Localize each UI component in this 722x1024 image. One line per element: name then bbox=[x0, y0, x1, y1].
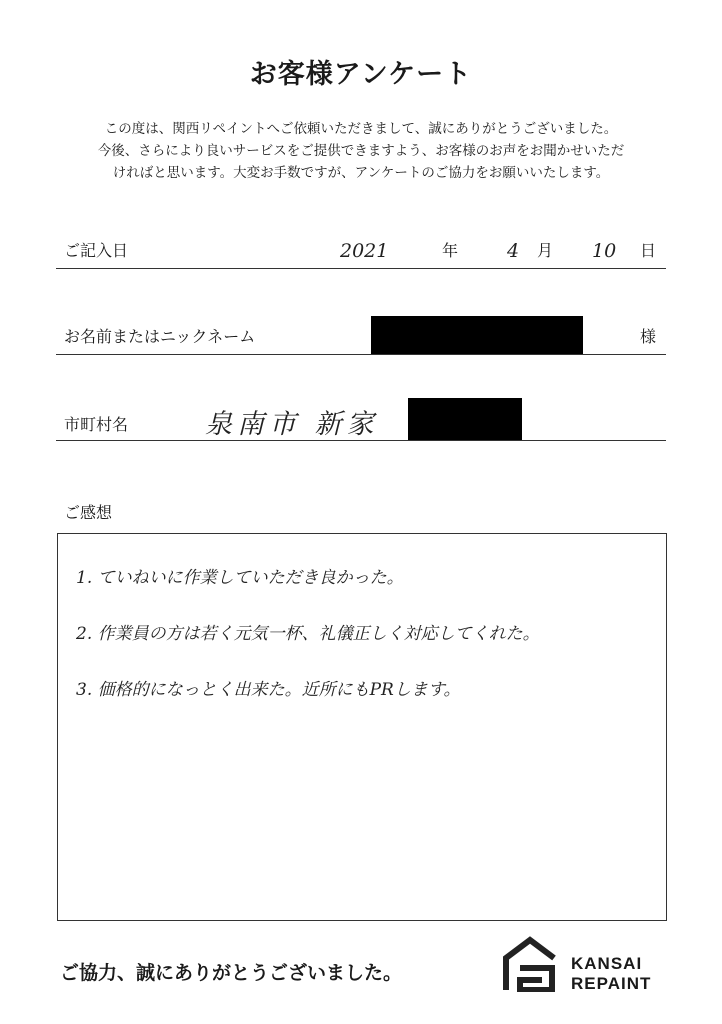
name-suffix: 様 bbox=[640, 327, 657, 346]
logo-line-2: REPAINT bbox=[571, 974, 652, 993]
comment-3: 3. 価格的になっとく出来た。近所にもPRします。 bbox=[76, 680, 461, 700]
impressions-box bbox=[57, 533, 667, 921]
date-rule bbox=[56, 268, 666, 269]
name-label: お名前またはニックネーム bbox=[64, 327, 256, 346]
date-day-unit: 日 bbox=[640, 241, 657, 260]
house-g-logo-icon bbox=[500, 936, 560, 992]
city-rule bbox=[56, 440, 666, 441]
city-value: 泉南市 新家 bbox=[205, 409, 379, 440]
intro-text bbox=[40, 118, 682, 184]
name-rule bbox=[56, 354, 666, 355]
date-year-unit: 年 bbox=[442, 241, 459, 260]
city-label: 市町村名 bbox=[64, 415, 129, 434]
date-label: ご記入日 bbox=[64, 241, 129, 260]
name-redaction bbox=[371, 316, 583, 354]
comment-2: 2. 作業員の方は若く元気一杯、礼儀正しく対応してくれた。 bbox=[76, 624, 540, 644]
impressions-label: ご感想 bbox=[64, 503, 113, 522]
intro-line-1: この度は、関西リペイントへご依頼いただきまして、誠にありがとうございました。 bbox=[104, 121, 618, 137]
date-day: 10 bbox=[592, 240, 617, 262]
city-redaction bbox=[408, 398, 522, 441]
thanks-message: ご協力、誠にありがとうございました。 bbox=[60, 962, 403, 984]
logo-line-1: KANSAI bbox=[571, 954, 643, 973]
date-month: 4 bbox=[507, 240, 520, 262]
intro-line-3: ければと思います。大変お手数ですが、アンケートのご協力をお願いいたします。 bbox=[112, 165, 610, 181]
date-year: 2021 bbox=[340, 240, 389, 262]
logo-text bbox=[571, 954, 651, 994]
date-month-unit: 月 bbox=[537, 241, 554, 260]
page-title: お客様アンケート bbox=[249, 59, 473, 90]
intro-line-2: 今後、さらにより良いサービスをご提供できますよう、お客様のお声をお聞かせいただ bbox=[97, 143, 625, 159]
comment-1: 1. ていねいに作業していただき良かった。 bbox=[76, 568, 404, 588]
